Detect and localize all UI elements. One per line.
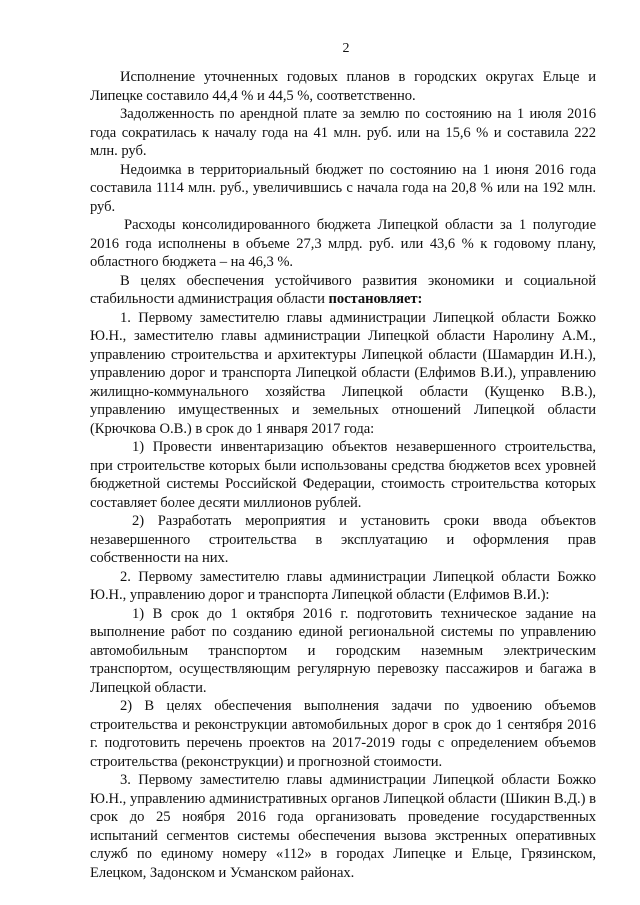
paragraph-plan-execution: Исполнение уточненных годовых планов в городских округах Ельце и Липецке составило 44,4 % и 44,5 %, соответственно. [90, 69, 596, 104]
paragraph-budget-expenses: Расходы консолидированного бюджета Липецкой области за 1 полугодие 2016 года исполнены в объеме 27,3 млрд. руб. или 43,6 % к годовому плану, областного бюджета – на 46,3 %. [90, 217, 596, 270]
paragraph-tax-arrears: Недоимка в территориальный бюджет по состоянию на 1 июня 2016 года составила 1114 млн. руб., увеличившись с начала года на 20,8 % или на 192 млн. руб. [90, 161, 596, 215]
item-2-sub-1: 1) В срок до 1 октября 2016 г. подготовить техническое задание на выполнение работ по созданию единой региональной системы по управлению автомобильным транспортом и городским наземным электрическим транспортом, осуществляющим регулярную перевозку пассажиров и багажа в Липецкой области. [90, 605, 596, 696]
page-number: 2 [342, 41, 350, 56]
item-1-sub-2: 2) Разработать мероприятия и установить сроки ввода объектов незавершенного строительства в эксплуатацию и оформления прав собственности на них. [90, 513, 596, 566]
decree-intro-text: В целях обеспечения устойчивого развития экономики и социальной стабильности администрация области [90, 272, 596, 307]
item-1: 1. Первому заместителю главы администрации Липецкой области Божко Ю.Н., заместителю главы администрации Липецкой области Наролину А.М., управлению строительства и архитектуры Липецкой области (Шамардин И.Н.), управлению дорог и транспорта Липецкой области (Елфимов В.И.), управлению жилищно-коммунального хозяйства Липецкой области (Кущенко В.В.), управлению имущественных и земельных отношений Липецкой области (Крючкова О.В.) в срок до 1 января 2017 года: [90, 309, 596, 437]
item-1-sub-1: 1) Провести инвентаризацию объектов незавершенного строительства, при строительстве которых были использованы средства бюджетов всех уровней бюджетной системы Российской Федерации, стоимость строительства которых составляет более десяти миллионов рублей. [90, 439, 596, 511]
item-3: 3. Первому заместителю главы администрации Липецкой области Божко Ю.Н., управлению административных органов Липецкой области (Шикин В.Д.) в срок до 25 ноября 2016 года организовать проведение государственных испытаний сегментов системы обеспечения вызова экстренных оперативных служб по единому номеру «112» в городах Липецке и Ельце, Грязинском, Елецком, Задонском и Усманском районах. [90, 772, 596, 881]
item-2: 2. Первому заместителю главы администрации Липецкой области Божко Ю.Н., управлению дорог и транспорта Липецкой области (Елфимов В.И.): [90, 568, 596, 603]
item-2-sub-2: 2) В целях обеспечения выполнения задачи по удвоению объемов строительства и реконструкции автомобильных дорог в срок до 1 сентября 2016 г. подготовить перечень проектов на 2017-2019 годы с определением объемов строительства (реконструкции) и прогнозной стоимости. [90, 698, 596, 770]
decree-intro-bold: постановляет: [328, 291, 423, 307]
decree-intro [90, 272, 596, 309]
paragraph-land-rent-debt: Задолженность по арендной плате за землю по состоянию на 1 июля 2016 года сократилась к началу года на 41 млн. руб. или на 15,6 % и составила 222 млн. руб. [90, 106, 596, 159]
